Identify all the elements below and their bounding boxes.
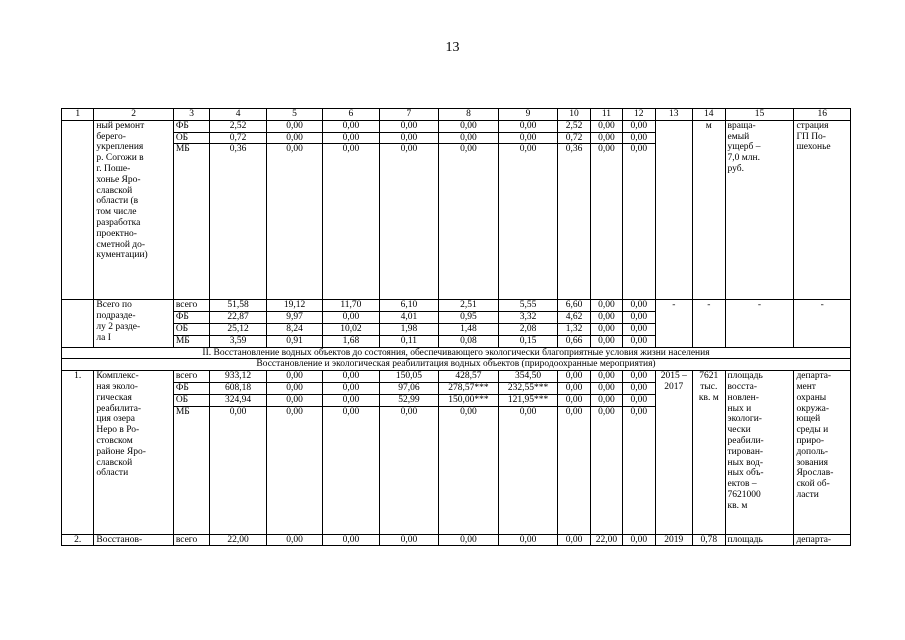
value-cell: 0,00 [266, 394, 322, 406]
row-number-cell [62, 120, 94, 300]
expected-result: площадь [725, 534, 794, 546]
value-cell: 1,68 [323, 335, 379, 347]
value-cell: 0,00 [323, 394, 379, 406]
page-number: 13 [445, 40, 460, 55]
dash-cell: - [655, 300, 693, 347]
table-row [62, 534, 851, 546]
value-cell: 0,91 [266, 335, 322, 347]
value-cell: 0,00 [623, 300, 655, 312]
value-cell: 0,00 [379, 132, 439, 144]
col-header: 4 [210, 109, 266, 121]
col-header: 1 [62, 109, 94, 121]
value-cell: 0,00 [498, 132, 558, 144]
value-cell: 0,00 [558, 534, 590, 546]
value-cell: 933,12 [210, 371, 266, 383]
value-cell: 2,08 [498, 323, 558, 335]
value-cell: 0,95 [439, 312, 499, 324]
expected-result: площадь восста- новлен- ных и экологи- чески реабили- тирован- ных вод- ных объ- ектов – 7621000 кв. м [725, 371, 794, 534]
col-header: 3 [173, 109, 210, 121]
row-number-cell [62, 300, 94, 347]
source-cell: МБ [173, 406, 210, 534]
period-cell: 2015 – 2017 [655, 371, 693, 534]
value-cell: 0,00 [558, 371, 590, 383]
value-cell: 0,66 [558, 335, 590, 347]
value-cell: 0,00 [323, 406, 379, 534]
table-row [62, 120, 851, 132]
executor: страция ГП По- шехонье [794, 120, 851, 300]
value-cell: 0,00 [623, 120, 655, 132]
value-cell: 0,00 [379, 534, 439, 546]
col-header: 10 [558, 109, 590, 121]
executor: департа- [794, 534, 851, 546]
value-cell: 1,98 [379, 323, 439, 335]
dash-cell: - [693, 300, 725, 347]
value-cell: 3,32 [498, 312, 558, 324]
value-cell: 0,00 [590, 312, 622, 324]
value-cell: 0,00 [379, 144, 439, 300]
value-cell: 52,99 [379, 394, 439, 406]
value-cell: 0,00 [590, 300, 622, 312]
value-cell: 0,00 [323, 312, 379, 324]
value-cell: 9,97 [266, 312, 322, 324]
col-header: 6 [323, 109, 379, 121]
col-header: 2 [94, 109, 173, 121]
dash-cell: - [794, 300, 851, 347]
source-cell: МБ [173, 335, 210, 347]
value-cell: 0,00 [623, 323, 655, 335]
source-cell: ФБ [173, 312, 210, 324]
source-cell: всего [173, 371, 210, 383]
source-cell: ОБ [173, 132, 210, 144]
value-cell: 0,00 [623, 382, 655, 394]
value-cell: 0,00 [379, 120, 439, 132]
source-cell: ОБ [173, 394, 210, 406]
value-cell: 0,00 [623, 371, 655, 383]
value-cell: 0,00 [498, 120, 558, 132]
measure-name: Восстанов- [94, 534, 173, 546]
value-cell: 0,00 [558, 394, 590, 406]
value-cell: 3,59 [210, 335, 266, 347]
value-cell: 0,15 [498, 335, 558, 347]
value-cell: 51,58 [210, 300, 266, 312]
col-header: 14 [693, 109, 725, 121]
value-cell: 0,00 [439, 144, 499, 300]
row-number-cell: 1. [62, 371, 94, 534]
value-cell: 0,36 [558, 144, 590, 300]
value-cell: 0,00 [623, 406, 655, 534]
source-cell: всего [173, 534, 210, 546]
source-cell: МБ [173, 144, 210, 300]
value-cell: 150,00*** [439, 394, 499, 406]
executor: департа- мент охраны окружа- ющей среды и приро- дополь- зования Ярослав- ской об- ласти [794, 371, 851, 534]
section-row [62, 347, 851, 359]
value-cell: 0,00 [623, 312, 655, 324]
value-cell: 121,95*** [498, 394, 558, 406]
value-cell: 0,72 [558, 132, 590, 144]
value-cell: 0,00 [323, 132, 379, 144]
row-number-cell: 2. [62, 534, 94, 546]
value-cell: 2,51 [439, 300, 499, 312]
value-cell: 0,00 [623, 394, 655, 406]
value-cell: 10,02 [323, 323, 379, 335]
indicator-value: м [693, 120, 725, 300]
value-cell: 2,52 [558, 120, 590, 132]
value-cell: 428,57 [439, 371, 499, 383]
value-cell: 324,94 [210, 394, 266, 406]
value-cell: 0,00 [266, 406, 322, 534]
measure-name: ный ремонт берего- укрепления р. Согожи в г. Поше- хонье Яро- славской области (в том числе разработка проектно- сметной до- кументации) [94, 120, 173, 300]
value-cell: 608,18 [210, 382, 266, 394]
value-cell: 0,00 [590, 371, 622, 383]
value-cell: 232,55*** [498, 382, 558, 394]
value-cell: 2,52 [210, 120, 266, 132]
source-cell: ФБ [173, 382, 210, 394]
value-cell: 0,00 [590, 144, 622, 300]
value-cell: 0,00 [558, 406, 590, 534]
value-cell: 0,00 [498, 406, 558, 534]
col-header: 9 [498, 109, 558, 121]
subsection-row [62, 359, 851, 371]
source-cell: ОБ [173, 323, 210, 335]
value-cell: 0,00 [439, 120, 499, 132]
column-number-row [62, 109, 851, 121]
col-header: 5 [266, 109, 322, 121]
value-cell: 0,72 [210, 132, 266, 144]
value-cell: 0,00 [323, 120, 379, 132]
value-cell: 0,08 [439, 335, 499, 347]
indicator-value: 0,78 [693, 534, 725, 546]
value-cell: 278,57*** [439, 382, 499, 394]
col-header: 15 [725, 109, 794, 121]
col-header: 13 [655, 109, 693, 121]
value-cell: 0,00 [266, 120, 322, 132]
value-cell: 1,48 [439, 323, 499, 335]
value-cell: 0,00 [439, 406, 499, 534]
value-cell: 0,00 [323, 382, 379, 394]
value-cell: 0,00 [498, 144, 558, 300]
value-cell: 22,00 [210, 534, 266, 546]
value-cell: 0,00 [590, 406, 622, 534]
value-cell: 0,00 [266, 144, 322, 300]
col-header: 8 [439, 109, 499, 121]
period-cell: 2019 [655, 534, 693, 546]
value-cell: 97,06 [379, 382, 439, 394]
value-cell: 4,01 [379, 312, 439, 324]
subtotal-name: Всего по подразде- лу 2 разде- ла I [94, 300, 173, 347]
value-cell: 8,24 [266, 323, 322, 335]
col-header: 12 [623, 109, 655, 121]
indicator-value: 7621 тыс. кв. м [693, 371, 725, 534]
value-cell: 0,00 [323, 144, 379, 300]
value-cell: 0,00 [623, 132, 655, 144]
value-cell: 0,00 [439, 534, 499, 546]
value-cell: 22,00 [590, 534, 622, 546]
value-cell: 0,00 [558, 382, 590, 394]
value-cell: 0,00 [323, 534, 379, 546]
expected-result: враща- емый ущерб – 7,0 млн. руб. [725, 120, 794, 300]
measure-name: Комплекс- ная эколо- гическая реабилита- ция озера Неро в Ро- стовском районе Яро- славской области [94, 371, 173, 534]
value-cell: 0,00 [590, 323, 622, 335]
table-row [62, 300, 851, 312]
value-cell: 0,00 [498, 534, 558, 546]
value-cell: 0,00 [439, 132, 499, 144]
col-header: 7 [379, 109, 439, 121]
value-cell: 0,00 [266, 371, 322, 383]
subsection-title: Восстановление и экологическая реабилитация водных объектов (природоохранные мероприятия) [62, 359, 851, 371]
value-cell: 5,55 [498, 300, 558, 312]
value-cell: 0,00 [266, 534, 322, 546]
dash-cell: - [725, 300, 794, 347]
value-cell: 0,00 [623, 534, 655, 546]
value-cell: 11,70 [323, 300, 379, 312]
table-row [62, 371, 851, 383]
col-header: 16 [794, 109, 851, 121]
value-cell: 0,00 [590, 132, 622, 144]
value-cell: 4,62 [558, 312, 590, 324]
value-cell: 0,00 [590, 382, 622, 394]
value-cell: 6,60 [558, 300, 590, 312]
value-cell: 0,36 [210, 144, 266, 300]
value-cell: 0,11 [379, 335, 439, 347]
value-cell: 0,00 [323, 371, 379, 383]
value-cell: 0,00 [590, 394, 622, 406]
value-cell: 22,87 [210, 312, 266, 324]
value-cell: 0,00 [590, 335, 622, 347]
col-header: 11 [590, 109, 622, 121]
value-cell: 354,50 [498, 371, 558, 383]
value-cell: 0,00 [590, 120, 622, 132]
budget-table [61, 108, 851, 546]
source-cell: ФБ [173, 120, 210, 132]
value-cell: 0,00 [210, 406, 266, 534]
period-cell [655, 120, 693, 300]
section-title: II. Восстановление водных объектов до состояния, обеспечивающего экологически благоприятные условия жизни населения [62, 347, 851, 359]
value-cell: 1,32 [558, 323, 590, 335]
value-cell: 0,00 [623, 335, 655, 347]
value-cell: 0,00 [379, 406, 439, 534]
value-cell: 150,05 [379, 371, 439, 383]
value-cell: 0,00 [623, 144, 655, 300]
value-cell: 25,12 [210, 323, 266, 335]
value-cell: 0,00 [266, 382, 322, 394]
source-cell: всего [173, 300, 210, 312]
value-cell: 0,00 [266, 132, 322, 144]
value-cell: 19,12 [266, 300, 322, 312]
value-cell: 6,10 [379, 300, 439, 312]
